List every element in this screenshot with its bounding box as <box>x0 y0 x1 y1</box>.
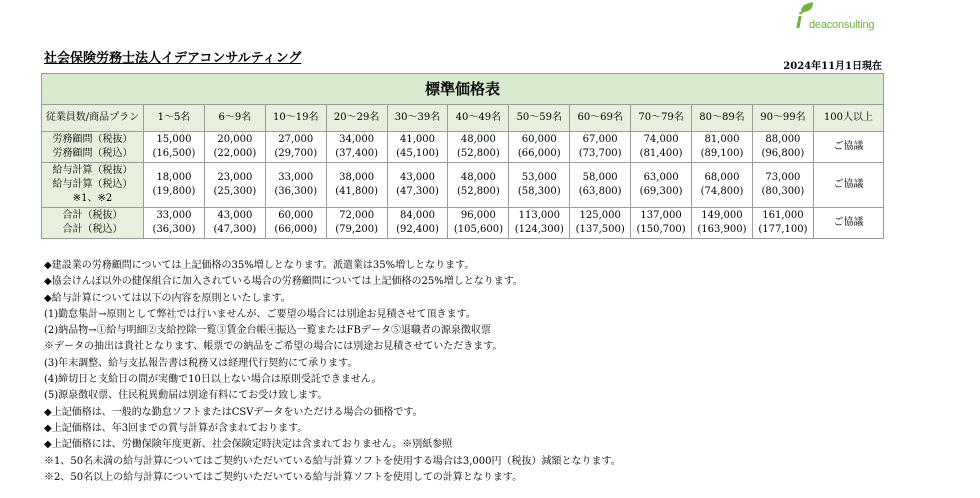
table-row <box>42 132 884 163</box>
price-excl-tax: 63,000 <box>643 172 679 183</box>
price-incl-tax: (150,700) <box>636 224 686 235</box>
note-line: ◆協会けんぽ以外の健保組合に加入されている場合の労務顧問については上記価格の25%増しとなります。 <box>44 276 523 288</box>
price-incl-tax: (163,900) <box>697 224 747 235</box>
price-excl-tax: 20,000 <box>217 134 253 145</box>
price-cell <box>631 208 692 239</box>
price-cell <box>265 132 326 163</box>
column-header: 6～9名 <box>204 105 265 132</box>
table-title: 標準価格表 <box>42 74 884 105</box>
price-excl-tax: 161,000 <box>762 210 804 221</box>
price-incl-tax: (80,300) <box>761 186 805 197</box>
price-incl-tax: (92,400) <box>396 224 439 235</box>
price-incl-tax: (74,800) <box>700 186 744 197</box>
price-excl-tax: 60,000 <box>521 134 557 145</box>
price-incl-tax: (73,700) <box>578 148 622 159</box>
note-line: ※データの抽出は貴社となります、帳票での納品をご希望の場合には別途お見積させていただきます。 <box>44 341 503 353</box>
logo-text: deaconsulting <box>809 19 875 31</box>
price-excl-tax: 125,000 <box>579 210 621 221</box>
price-cell <box>752 208 813 239</box>
price-cell <box>448 208 509 239</box>
price-incl-tax: (66,000) <box>517 148 561 159</box>
plan-label-line: 合計（税込） <box>62 224 123 235</box>
price-incl-tax: (25,300) <box>213 186 257 197</box>
plan-label-line: 労務顧問（税込） <box>52 148 133 159</box>
price-excl-tax: 48,000 <box>460 134 496 145</box>
note-line: ※1、50名未満の給与計算についてはご契約いただいている給与計算ソフトを使用する場合は3,000円（税抜）減額となります。 <box>44 455 621 467</box>
column-header: 90～99名 <box>752 105 813 132</box>
price-excl-tax: 15,000 <box>156 134 192 145</box>
price-cell <box>265 163 326 208</box>
company-logo <box>796 2 876 38</box>
note-line: ◆上記価格は、一般的な勤怠ソフトまたはCSVデータをいただける場合の価格です。 <box>44 406 423 418</box>
price-cell <box>204 163 265 208</box>
column-header: 100人以上 <box>813 105 883 132</box>
price-excl-tax: 48,000 <box>460 172 496 183</box>
column-header: 20～29名 <box>326 105 387 132</box>
price-excl-tax: 43,000 <box>400 172 435 183</box>
consult-cell: ご協議 <box>813 163 883 208</box>
plan-label <box>42 132 144 163</box>
note-line: ◆上記価格は、年3回までの賞与計算が含まれております。 <box>44 422 308 434</box>
plan-label-line: 労務顧問（税抜） <box>52 134 133 145</box>
plan-label-line: ※1、※2 <box>72 193 113 204</box>
price-incl-tax: (45,100) <box>396 148 439 159</box>
price-incl-tax: (16,500) <box>152 148 196 159</box>
column-header: 40～49名 <box>448 105 509 132</box>
logo-initial: i <box>796 8 803 33</box>
price-cell <box>265 208 326 239</box>
price-incl-tax: (69,300) <box>639 186 683 197</box>
price-cell <box>448 132 509 163</box>
column-header: 50～59名 <box>509 105 570 132</box>
price-cell <box>752 163 813 208</box>
column-header: 70～79名 <box>631 105 692 132</box>
plan-label-line: 合計（税抜） <box>62 210 123 221</box>
price-excl-tax: 149,000 <box>701 210 743 221</box>
column-header: 60～69名 <box>570 105 631 132</box>
column-header: 10～19名 <box>265 105 326 132</box>
price-incl-tax: (47,300) <box>213 224 257 235</box>
price-excl-tax: 58,000 <box>582 172 618 183</box>
table-row <box>42 208 884 239</box>
price-cell <box>326 132 387 163</box>
price-cell <box>570 163 631 208</box>
price-cell <box>692 132 753 163</box>
note-line: ※2、50名以上の給与計算についてはご契約いただいている給与計算ソフトを使用しての計算となります。 <box>44 471 523 483</box>
note-line: (1)勤怠集計→原則として弊社では行いませんが、ご要望の場合には別途お見積させて頂きます。 <box>44 308 476 320</box>
price-incl-tax: (47,300) <box>396 186 439 197</box>
price-excl-tax: 33,000 <box>156 210 192 221</box>
price-incl-tax: (124,300) <box>514 224 564 235</box>
price-cell <box>509 208 570 239</box>
note-line: (3)年末調整、給与支払報告書は税務又は経理代行契約にて承ります。 <box>44 357 358 369</box>
price-incl-tax: (22,000) <box>213 148 257 159</box>
price-excl-tax: 23,000 <box>217 172 253 183</box>
price-cell <box>448 163 509 208</box>
price-incl-tax: (63,800) <box>578 186 622 197</box>
price-cell <box>752 132 813 163</box>
consult-cell: ご協議 <box>813 208 883 239</box>
price-cell <box>204 208 265 239</box>
price-incl-tax: (37,400) <box>335 148 379 159</box>
price-excl-tax: 84,000 <box>400 210 435 221</box>
price-incl-tax: (52,800) <box>457 186 500 197</box>
company-name: 社会保険労務士法人イデアコンサルティング <box>44 51 302 66</box>
price-excl-tax: 60,000 <box>278 210 314 221</box>
table-row <box>42 163 884 208</box>
price-excl-tax: 41,000 <box>400 134 435 145</box>
price-excl-tax: 53,000 <box>521 172 557 183</box>
price-cell <box>692 208 753 239</box>
price-incl-tax: (79,200) <box>335 224 379 235</box>
price-excl-tax: 88,000 <box>765 134 801 145</box>
price-excl-tax: 34,000 <box>339 134 375 145</box>
price-cell <box>570 132 631 163</box>
price-incl-tax: (66,000) <box>274 224 318 235</box>
price-incl-tax: (36,300) <box>152 224 196 235</box>
price-excl-tax: 43,000 <box>217 210 253 221</box>
price-incl-tax: (137,500) <box>575 224 625 235</box>
price-incl-tax: (29,700) <box>274 148 318 159</box>
price-incl-tax: (52,800) <box>457 148 500 159</box>
column-header: 80～89名 <box>692 105 753 132</box>
plan-header: 従業員数/商品プラン <box>42 105 144 132</box>
price-cell <box>326 208 387 239</box>
price-excl-tax: 67,000 <box>582 134 618 145</box>
note-line: ◆給与計算については以下の内容を原則といたします。 <box>44 292 291 304</box>
price-excl-tax: 18,000 <box>156 172 192 183</box>
price-cell <box>144 208 205 239</box>
price-incl-tax: (89,100) <box>700 148 744 159</box>
note-line: ◆上記価格には、労働保険年度更新、社会保険定時決定は含まれておりません。※別紙参照 <box>44 439 453 451</box>
price-cell <box>387 132 448 163</box>
price-cell <box>204 132 265 163</box>
price-cell <box>326 163 387 208</box>
price-cell <box>570 208 631 239</box>
price-cell <box>144 163 205 208</box>
price-excl-tax: 38,000 <box>339 172 375 183</box>
price-incl-tax: (41,800) <box>335 186 379 197</box>
price-excl-tax: 33,000 <box>278 172 314 183</box>
plan-label-line: 給与計算（税抜） <box>52 165 133 176</box>
as-of-date: 2024年11月1日現在 <box>783 61 882 72</box>
price-incl-tax: (177,100) <box>758 224 808 235</box>
column-header: 30～39名 <box>387 105 448 132</box>
notes-list <box>44 258 621 486</box>
price-excl-tax: 81,000 <box>704 134 740 145</box>
price-cell <box>631 132 692 163</box>
column-header: 1～5名 <box>144 105 205 132</box>
price-excl-tax: 72,000 <box>339 210 375 221</box>
price-incl-tax: (81,400) <box>639 148 683 159</box>
price-excl-tax: 74,000 <box>643 134 679 145</box>
price-incl-tax: (19,800) <box>152 186 196 197</box>
price-excl-tax: 73,000 <box>765 172 801 183</box>
note-line: (5)源泉徴収票、住民税異動届は別途有料にてお受け致します。 <box>44 390 328 402</box>
price-incl-tax: (96,800) <box>761 148 805 159</box>
plan-label <box>42 163 144 208</box>
price-excl-tax: 27,000 <box>278 134 314 145</box>
price-cell <box>509 132 570 163</box>
price-excl-tax: 137,000 <box>640 210 682 221</box>
price-excl-tax: 96,000 <box>460 210 496 221</box>
price-excl-tax: 113,000 <box>518 210 560 221</box>
price-incl-tax: (36,300) <box>274 186 318 197</box>
price-cell <box>144 132 205 163</box>
price-cell <box>692 163 753 208</box>
price-cell <box>387 208 448 239</box>
price-cell <box>387 163 448 208</box>
price-excl-tax: 68,000 <box>704 172 740 183</box>
price-table <box>41 73 884 239</box>
plan-label-line: 給与計算（税込） <box>52 179 133 190</box>
note-line: (2)納品物→①給与明細②支給控除一覧③賃金台帳④振込一覧またはFBデータ⑤退職者の源泉徴収票 <box>44 325 491 337</box>
price-incl-tax: (58,300) <box>517 186 561 197</box>
price-cell <box>631 163 692 208</box>
note-line: (4)締切日と支給日の間が実働で10日以上ない場合は原則受託できません。 <box>44 374 382 386</box>
price-cell <box>509 163 570 208</box>
price-incl-tax: (105,600) <box>453 224 503 235</box>
note-line: ◆建設業の労務顧問については上記価格の35%増しとなります。派遣業は35%増しとなります。 <box>44 260 475 271</box>
consult-cell: ご協議 <box>813 132 883 163</box>
plan-label <box>42 208 144 239</box>
